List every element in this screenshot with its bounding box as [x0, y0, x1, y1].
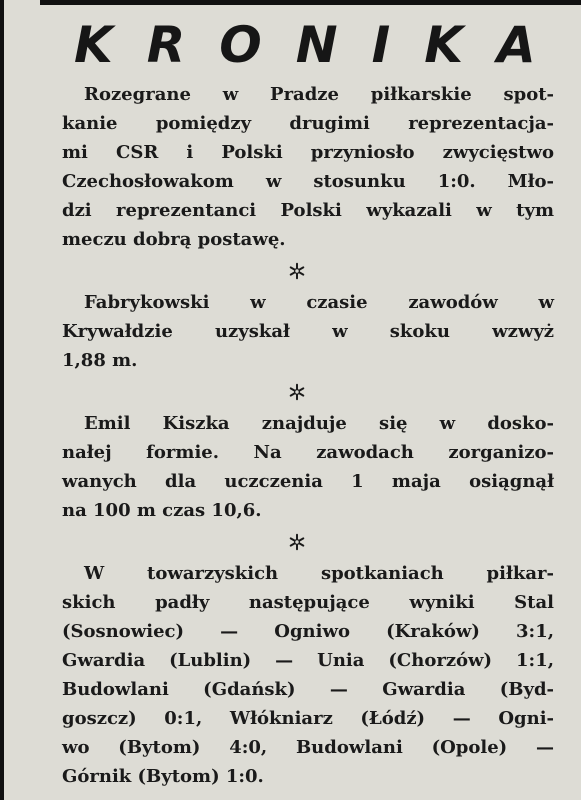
text-line: Gwardia (Lublin) — Unia (Chorzów) 1:1, [62, 650, 554, 671]
paragraph-football-prague [40, 80, 554, 254]
section-separator [40, 525, 554, 559]
section-separator [40, 254, 554, 288]
text-line: Górnik (Bytom) 1:0. [62, 766, 264, 787]
paragraph-kiszka [40, 409, 554, 525]
page-title: KRONIKA [74, 16, 570, 74]
left-column-rule [0, 0, 4, 800]
text-line: (Sosnowiec) — Ogniwo (Kraków) 3:1, [62, 621, 554, 642]
text-line: Krywałdzie uzyskał w skoku wzwyż [62, 321, 554, 342]
text-line: na 100 m czas 10,6. [62, 500, 262, 521]
text-line: wanych dla uczczenia 1 maja osiągnął [62, 471, 554, 492]
text-line: W towarzyskich spotkaniach piłkar- [84, 563, 554, 584]
text-line: meczu dobrą postawę. [62, 229, 286, 250]
text-line: 1,88 m. [62, 350, 138, 371]
text-line: Budowlani (Gdańsk) — Gwardia (Byd- [62, 679, 554, 700]
text-line: Rozegrane w Pradze piłkarskie spot- [84, 84, 554, 105]
text-line: Fabrykowski w czasie zawodów w [84, 292, 554, 313]
asterisk-ornament-icon [288, 383, 306, 401]
text-line: skich padły następujące wyniki Stal [62, 592, 554, 613]
text-line: mi CSR i Polski przyniosło zwycięstwo [62, 142, 554, 163]
asterisk-ornament-icon [288, 533, 306, 551]
paragraph-fabrykowski [40, 288, 554, 375]
top-column-rule [40, 0, 581, 5]
asterisk-ornament-icon [288, 262, 306, 280]
text-line: dzi reprezentanci Polski wykazali w tym [62, 200, 554, 221]
text-line: Emil Kiszka znajduje się w dosko- [84, 413, 554, 434]
text-line: wo (Bytom) 4:0, Budowlani (Opole) — [62, 737, 554, 758]
text-line: Czechosłowakom w stosunku 1:0. Mło- [62, 171, 554, 192]
paragraph-friendly-matches [40, 559, 554, 791]
chronicle-article [40, 80, 554, 791]
section-separator [40, 375, 554, 409]
text-line: nałej formie. Na zawodach zorganizo- [62, 442, 554, 463]
text-line: goszcz) 0:1, Włókniarz (Łódź) — Ogni- [62, 708, 554, 729]
text-line: kanie pomiędzy drugimi reprezentacja- [62, 113, 554, 134]
